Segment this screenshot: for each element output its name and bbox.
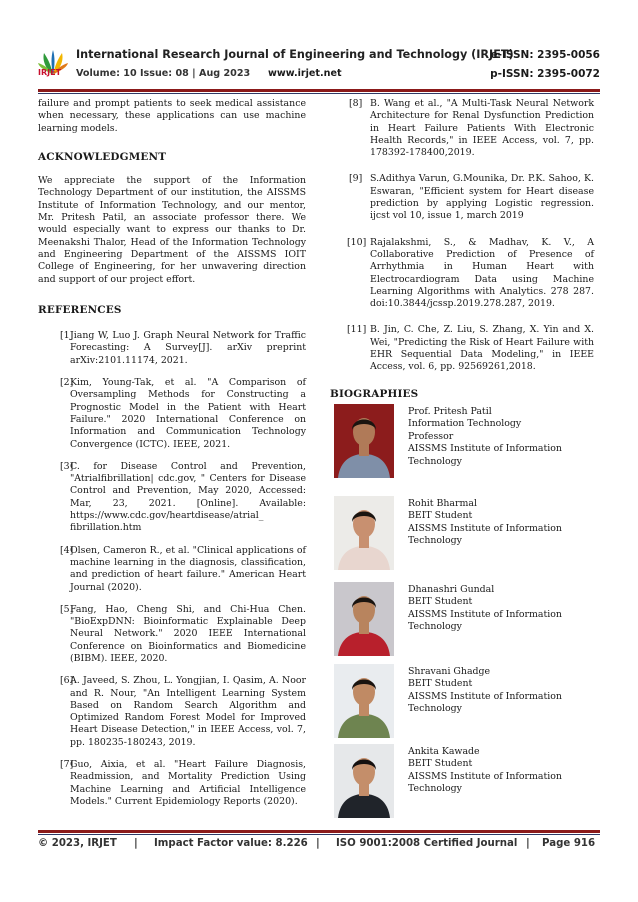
footer-separator: | [134,838,138,849]
journal-website-link[interactable]: www.irjet.net [268,68,342,79]
reference-text: Kim, Young-Tak, et al. "A Comparison of Oversampling Methods for Constructing a Prognostic Model in the Patient with Heart Failure." 2020 International Conference on Information and Communication Technology Convergence (ICTC). IEEE, 2021. [70,377,306,450]
biography-line: Technology [408,535,462,547]
reference-number: [9] [349,173,363,185]
reference-number: [11] [347,324,367,336]
footer-separator: | [316,838,320,849]
reference-number: [8] [349,98,363,109]
footer-divider [38,830,600,833]
right-column [330,98,594,412]
header-divider [38,89,600,92]
reference-text: S.Adithya Varun, G.Mounika, Dr. P.K. Sahoo, K. Eswaran, "Efficient system for Heart disease prediction by applying Logistic regression. ijcst vol 10, issue 1, march 2019 [370,173,594,222]
biography-text [408,666,562,716]
footer-impact-factor: Impact Factor value: 8.226 [154,838,308,849]
biographies-heading: BIOGRAPHIES [330,387,419,400]
footer-iso: ISO 9001:2008 Certified Journal [336,838,518,849]
biography-line: AISSMS Institute of Information [408,608,562,620]
reference-number: [5] [60,603,74,615]
footer-separator: | [526,838,530,849]
left-column [38,98,306,818]
biography-line: Dhanashri Gundal [408,584,495,595]
reference-item [330,98,594,159]
reference-item [38,330,306,367]
biography-line: Ankita Kawade [408,746,480,757]
reference-item [330,237,594,311]
reference-item [38,377,306,451]
intro-paragraph: failure and prompt patients to seek medical assistance when necessary, these applications can use machine learning models. [38,98,306,134]
biography-line: Technology [408,703,462,715]
reference-number: [3] [60,460,74,472]
reference-item [38,675,306,749]
e-issn: e-ISSN: 2395-0056 [490,49,600,61]
biography-line: BEIT Student [408,596,473,608]
biography-line: Technology [408,455,462,467]
reference-text: Rajalakshmi, S., & Madhav, K. V., A Collaborative Prediction of Presence of Arrhythmia in Human Heart with Electrocardiogram Data using Machine Learning Algorithms with Analytics. 278 287. doi:10.3844/jcssp.2019.278.287, 2019. [370,236,594,310]
reference-number: [6] [60,675,74,687]
reference-text: Fang, Hao, Cheng Shi, and Chi-Hua Chen. "BioExpDNN: Bioinformatic Explainable Deep Neural Network." 2020 IEEE International Conference on Bioinformatics and Biomedicine (BIBM). IEEE, 2020. [70,603,306,664]
reference-item [330,173,594,222]
biography-line: Professor [408,430,454,442]
acknowledgment-paragraph: We appreciate the support of the Information Technology Department of our institution, the AISSMS Institute of Information Technology, and our mentor, Mr. Pritesh Patil, an associate professor there. We would especially want to express our thanks to Dr. Meenakshi Thalor, Head of the Information Technology and Engineering Department of the AISSMS IOIT College of Engineering, for her unwavering direction and support of our project effort. [38,175,306,285]
biography-line: Technology [408,621,462,633]
reference-item [38,759,306,808]
reference-text: C. for Disease Control and Prevention, "Atrialfibrillation| cdc.gov, " Centers for Disease Control and Prevention, May 2020, Accessed: Mar, 23, 2021. [Online]. Available: https://www.cdc.gov/heartdisease/atrial_ fibrillation.htm [70,460,306,534]
footer-copyright: © 2023, IRJET [38,838,117,849]
biography-line: AISSMS Institute of Information [408,690,562,702]
reference-text: B. Wang et al., "A Multi-Task Neural Network Architecture for Renal Dysfunction Prediction in Heart Failure Patients With Electronic Health Records," in IEEE Access, vol. 7, pp. 178392-178400,2019. [370,98,594,159]
biography-line: Technology [408,783,462,795]
reference-item [38,461,306,535]
biography-line: Information Technology [408,418,522,430]
reference-text: Olsen, Cameron R., et al. "Clinical applications of machine learning in the diagnosis, classification, and prediction of heart failure." American Heart Journal (2020). [70,544,306,593]
reference-item [38,545,306,594]
volume-issue: Volume: 10 Issue: 08 | Aug 2023 [76,68,251,79]
biography-line: Shravani Ghadge [408,666,491,677]
reference-list-right [330,98,594,374]
reference-item [330,324,594,373]
biography-text [408,584,562,634]
biography-text [408,746,562,796]
reference-text: Guo, Aixia, et al. "Heart Failure Diagnosis, Readmission, and Mortality Prediction Using Machine Learning and Artificial Intelligence Models." Current Epidemiology Reports (2020). [70,759,306,807]
reference-text: Jiang W, Luo J. Graph Neural Network for Traffic Forecasting: A Survey[J]. arXiv preprint arXiv:2101.11174, 2021. [70,330,306,366]
irjet-logo-icon [38,42,68,84]
portrait-photo [334,744,394,818]
reference-number: [2] [60,377,74,389]
header-divider-thin [38,93,600,94]
footer-page-number: Page 916 [542,838,596,849]
biography-line: BEIT Student [408,678,473,690]
portrait-photo [334,582,394,656]
biography-line: Rohit Bharmal [408,498,477,509]
reference-list-left [38,330,306,808]
biography-line: AISSMS Institute of Information [408,522,562,534]
biography-line: BEIT Student [408,510,473,522]
biography-line: AISSMS Institute of Information [408,770,562,782]
biography-line: BEIT Student [408,758,473,770]
footer-divider-thin [38,834,600,835]
logo-wordmark: IRJET [38,68,62,77]
journal-title: International Research Journal of Engineering and Technology (IRJET) [76,48,514,61]
journal-header [38,40,600,88]
reference-text: A. Javeed, S. Zhou, L. Yongjian, I. Qasim, A. Noor and R. Nour, "An Intelligent Learning System Based on Random Search Algorithm and Optimized Random Forest Model for Improved Heart Disease Detection," in IEEE Access, vol. 7, pp. 180235-180243, 2019. [70,675,306,748]
reference-number: [1] [60,330,74,342]
portrait-photo [334,496,394,570]
biography-line: Prof. Pritesh Patil [408,406,492,417]
biography-line: AISSMS Institute of Information [408,443,562,455]
reference-item [38,604,306,665]
reference-text: B. Jin, C. Che, Z. Liu, S. Zhang, X. Yin and X. Wei, "Predicting the Risk of Heart Failure with EHR Sequential Data Modeling," in IEEE Access, vol. 6, pp. 92569261,2018. [370,324,594,373]
reference-number: [4] [60,544,74,556]
portrait-photo [334,664,394,738]
references-heading: REFERENCES [38,303,122,316]
reference-number: [7] [60,759,74,771]
reference-number: [10] [347,236,367,248]
biography-text [408,498,562,548]
portrait-photo [334,404,394,478]
acknowledgment-heading: ACKNOWLEDGMENT [38,150,167,163]
p-issn: p-ISSN: 2395-0072 [490,68,600,80]
biography-text [408,406,562,468]
